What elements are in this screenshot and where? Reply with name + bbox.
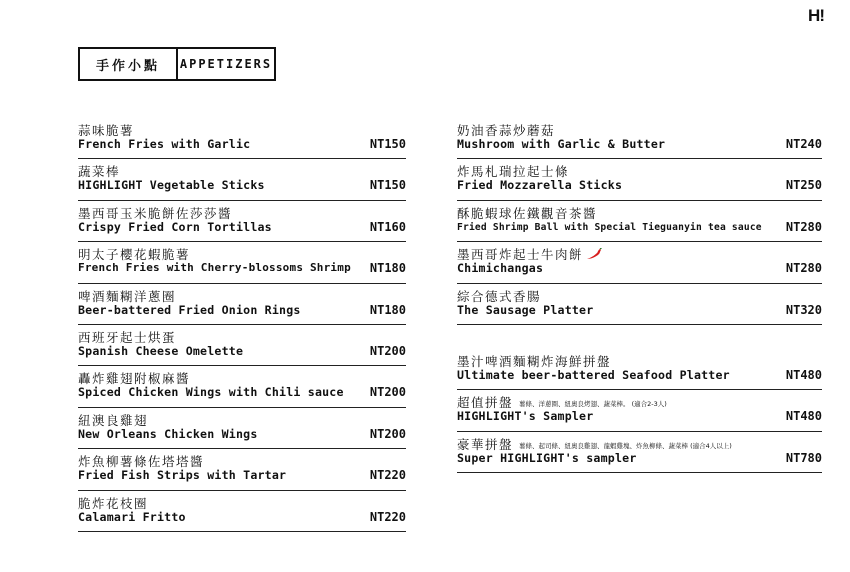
item-name-zh: 轟炸雞翅附椒麻醬: [78, 371, 191, 387]
item-price: NT250: [785, 178, 822, 193]
menu-item: [78, 242, 406, 283]
item-name-en: French Fries with Garlic: [78, 137, 251, 151]
menu-item: [457, 284, 822, 325]
item-name-en: HIGHLIGHT Vegetable Sticks: [78, 178, 265, 193]
menu-item: [78, 408, 406, 449]
item-price: NT280: [785, 219, 822, 234]
menu-item: [78, 491, 406, 532]
item-name-zh: 墨西哥炸起士牛肉餅: [457, 247, 584, 263]
item-name-zh: 超值拼盤: [457, 395, 514, 411]
menu-column-left: [78, 118, 406, 532]
menu-item: [78, 118, 406, 159]
item-price: NT320: [785, 302, 822, 317]
item-price: NT480: [785, 367, 822, 382]
item-name-en: Chimichangas: [457, 261, 544, 276]
item-name-en: Spiced Chicken Wings with Chili sauce: [78, 385, 344, 400]
item-name-zh: 蒜味脆薯: [78, 123, 135, 138]
brand-logo: H!: [808, 6, 824, 25]
item-name-en: Fried Shrimp Ball with Special Tieguanyin tea sauce: [457, 221, 762, 233]
item-price: NT280: [785, 261, 822, 276]
item-name-en: Beer-battered Fried Onion Rings: [78, 302, 301, 317]
item-name-zh: 啤酒麵糊洋蔥圈: [78, 288, 177, 304]
section-header: [78, 47, 276, 81]
menu-item: [457, 349, 822, 390]
item-name-en: Super HIGHLIGHT's sampler: [457, 450, 637, 465]
item-name-zh: 墨西哥玉米脆餅佐莎莎醬: [78, 205, 233, 221]
menu-item: [78, 284, 406, 325]
item-name-zh: 綜合德式香腸: [457, 288, 542, 304]
item-price: NT220: [369, 509, 406, 524]
item-note: 薯條、洋蔥圈、紐奧良烤翅、蔬菜棒。 (適合2-3人): [519, 400, 667, 409]
item-name-zh: 奶油香蒜炒蘑菇: [457, 123, 556, 138]
item-name-en: Fried Mozzarella Sticks: [457, 178, 623, 193]
item-name-en: HIGHLIGHT's Sampler: [457, 409, 594, 424]
item-name-zh: 炸魚柳薯條佐塔塔醬: [78, 454, 205, 470]
menu-item: [457, 118, 822, 159]
item-name-en: The Sausage Platter: [457, 302, 594, 317]
item-price: NT180: [369, 302, 406, 317]
item-name-zh: 紐澳良雞翅: [78, 412, 149, 428]
item-name-zh: 豪華拼盤: [457, 436, 514, 452]
item-name-en: Ultimate beer-battered Seafood Platter: [457, 367, 730, 382]
chili-pepper-icon: [586, 248, 602, 263]
item-name-zh: 西班牙起士烘蛋: [78, 329, 177, 345]
menu-item: [457, 242, 822, 283]
menu-column-right: [457, 118, 822, 473]
section-title-en: APPETIZERS: [179, 57, 273, 71]
item-name-en: French Fries with Cherry-blossoms Shrimp: [78, 261, 351, 275]
menu-item: [457, 432, 822, 473]
item-name-en: Calamari Fritto: [78, 509, 186, 524]
menu-item: [457, 159, 822, 200]
item-name-en: Crispy Fried Corn Tortillas: [78, 219, 272, 234]
item-price: NT180: [369, 261, 406, 276]
menu-item: [457, 201, 822, 242]
menu-item: [78, 366, 406, 407]
item-price: NT150: [369, 178, 406, 193]
item-name-zh: 炸馬札瑞拉起士條: [457, 164, 570, 180]
item-name-zh: 酥脆蝦球佐鐵觀音茶醬: [457, 205, 598, 221]
menu-item: [78, 201, 406, 242]
item-name-en: Mushroom with Garlic & Butter: [457, 137, 666, 151]
item-name-zh: 墨汁啤酒麵糊炸海鮮拼盤: [457, 353, 612, 369]
item-name-zh: 蔬菜棒: [78, 164, 121, 180]
menu-item: [78, 325, 406, 366]
item-price: NT780: [785, 450, 822, 465]
item-name-en: New Orleans Chicken Wings: [78, 426, 258, 441]
item-price: NT220: [369, 468, 406, 483]
item-price: NT200: [369, 343, 406, 358]
group-spacer: [457, 325, 822, 349]
item-note: 薯條、起司條、紐奧良雞翅、龍蝦雞塊、炸魚柳條、蔬菜棒 (適合4人以上): [519, 441, 732, 450]
item-name-zh: 明太子櫻花蝦脆薯: [78, 247, 191, 263]
item-price: NT480: [785, 409, 822, 424]
item-name-zh: 脆炸花枝圈: [78, 495, 149, 511]
item-price: NT200: [369, 426, 406, 441]
item-name-en: Fried Fish Strips with Tartar: [78, 468, 287, 483]
item-price: NT200: [369, 385, 406, 400]
menu-item: [78, 449, 406, 490]
menu-item: [457, 390, 822, 431]
item-price: NT150: [369, 137, 406, 151]
section-title-zh: 手作小點: [80, 49, 178, 79]
menu-item: [78, 159, 406, 200]
item-price: NT160: [369, 219, 406, 234]
item-name-en: Spanish Cheese Omelette: [78, 343, 244, 358]
item-price: NT240: [785, 137, 822, 151]
